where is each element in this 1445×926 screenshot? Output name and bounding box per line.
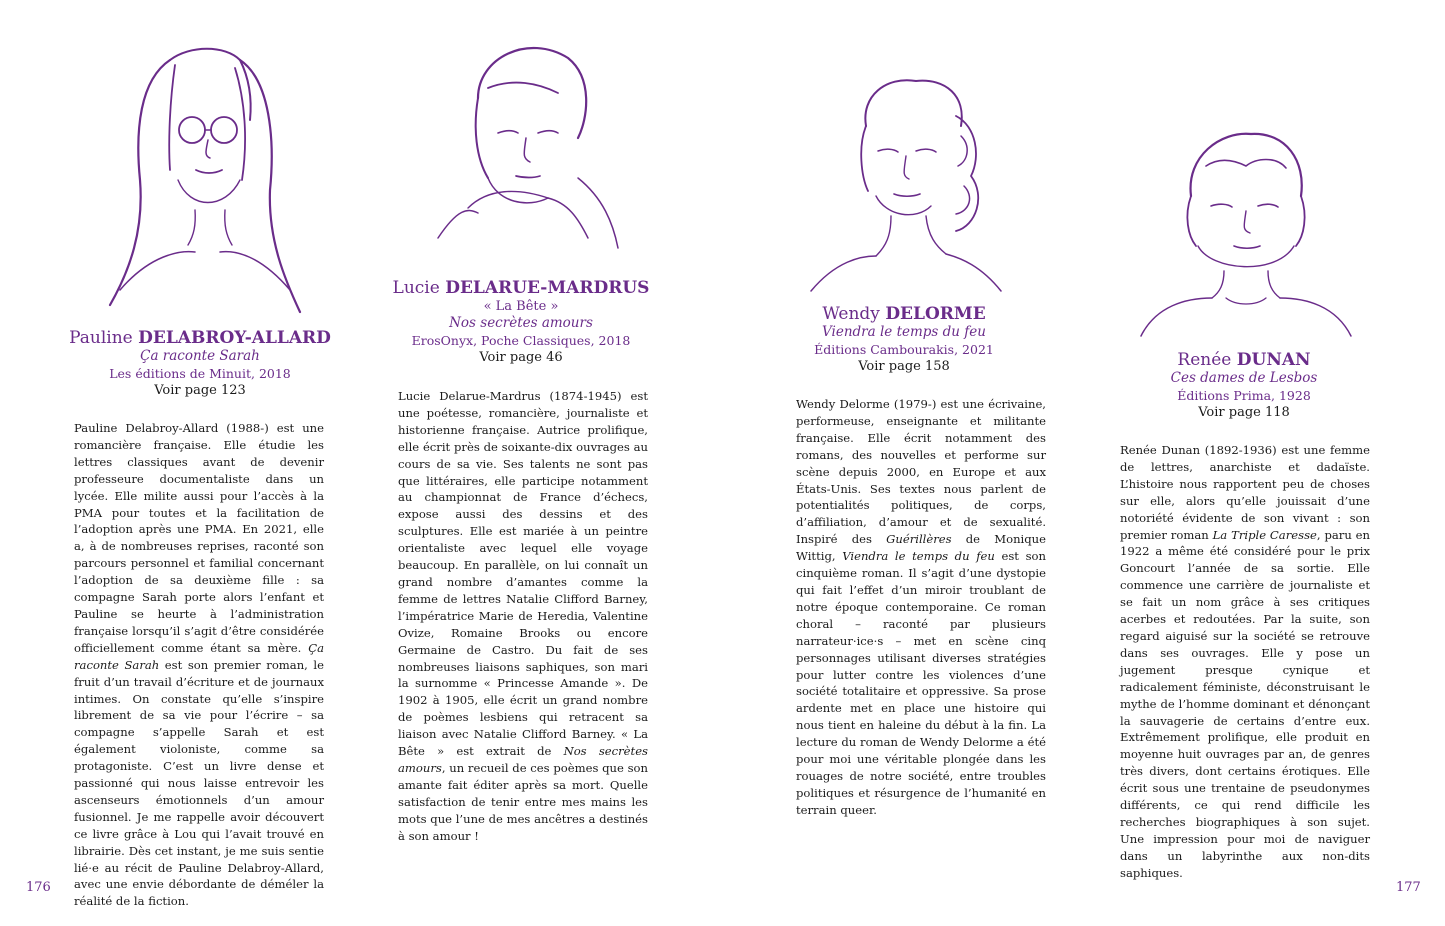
entry-header-pauline [40,328,360,399]
italic-title: Guérillères [886,532,952,547]
bio-renee: Renée Dunan (1892-1936) est une femme de lettres, anarchiste et dadaïste. L’histoire nous rapportent peu de choses sur elle, alors qu’elle jouissait d’une notoriété évidente de son vivant : son premier roman La Triple Caresse, paru en 1922 a même été considéré pour le prix Goncourt l’année de sa sortie. Elle commence une carrière de journaliste et se fait un nom grâce à ses critiques acerbes et redoutées. Par la suite, son regard aiguisé sur la société se retrouve dans ses ouvrages. Elle y pose un jugement presque cynique et radicalement féministe, déconstruisant le mythe de l’homme dominant et dénonçant la sauvagerie de certains d’entre eux. Extrêmement prolifique, elle produit en moyenne huit ouvrages par an, de genres très divers, dont certains érotiques. Elle écrit sous une trentaine de pseudonymes différents, ce qui rend difficile les recherches biographiques à son sujet. Une impression pour moi de naviguer dans un labyrinthe aux non-dits saphiques. [1120,443,1371,880]
page-number-right: 177 [1396,880,1421,895]
entry-header-renee [1084,350,1404,421]
entry-header-lucie [361,278,681,366]
page-reference: Voir page 123 [154,383,246,398]
book-title: Viendra le temps du feu [822,324,986,340]
italic-title: Ça raconte Sarah [74,640,325,672]
italic-title: Viendra le temps du feu [842,549,995,564]
portrait-pauline-delabroy-allard [100,40,310,320]
entry-header-wendy [744,304,1064,375]
page-reference: Voir page 158 [858,359,950,374]
portrait-wendy-delorme [806,66,1006,296]
publisher: Éditions Cambourakis, 2021 [814,342,994,357]
author-name: Lucie DELARUE-MARDRUS [392,278,650,298]
right-page [722,0,1445,926]
bio-pauline: Pauline Delabroy-Allard (1988-) est une romancière française. Elle étudie les lettres classiques avant de devenir professeure documentaliste dans un lycée. Elle milite aussi pour l’accès à la PMA pour toutes et la facilitation de l’adoption après une PMA. En 2021, elle a, à de nombreuses reprises, raconté son parcours personnel et familial concernant l’adoption de sa deuxième fille : sa compagne Sarah porte alors l’enfant et Pauline se heurte à l’administration française lorsqu’il s’agit d’être considérée officiellement comme étant sa mère. Ça raconte Sarah est son premier roman, le fruit d’un travail d’écriture et de journaux intimes. On constate qu’elle s’inspire librement de sa vie pour l’écrire – sa compagne s’appelle Sarah et est également violoniste, comme sa protagoniste. C’est un livre dense et passionné qui nous laisse entrevoir les ascenseurs émotionnels d’un amour fusionnel. Je me rappelle avoir découvert ce livre grâce à Lou qui l’avait trouvé en librairie. Dès cet instant, je me suis sentie lié·e au récit de Pauline Delabroy-Allard, avec une envie débordante de déméler la réalité de la fiction. [74,421,325,909]
author-name: Pauline DELABROY-ALLARD [69,328,331,348]
italic-title: Nos secrètes amours [398,744,648,775]
portrait-lucie-delarue-mardrus [418,38,628,278]
bio-lucie: Lucie Delarue-Mardrus (1874-1945) est une poétesse, romancière, journaliste et historienne française. Autrice prolifique, elle écrit près de soixante-dix ouvrages au cours de sa vie. Ses talents ne sont pas que littéraires, elle participe notamment au championnat de France d’échecs, expose aussi des dessins et des sculptures. Elle est mariée à un peintre orientaliste avec lequel elle voyage beaucoup. En parallèle, on lui connaît un grand nombre d’amantes comme la femme de lettres Natalie Clifford Barney, l’impératrice Marie de Heredia, Valentine Ovize, Romaine Brooks ou encore Germaine de Castro. Du fait de ses nombreuses liaisons saphiques, son mari la surnomme « Princesse Amande ». De 1902 à 1905, elle écrit un grand nombre de poèmes lesbiens qui retracent sa liaison avec Natalie Clifford Barney. « La Bête » est extrait de Nos secrètes amours, un recueil de ces poèmes que son amante fait éditer après sa mort. Quelle satisfaction de tenir entre mes mains les mots que l’une de mes ancêtres a destinés à son amour ! [398,389,648,843]
page-number-left: 176 [26,880,51,895]
author-name: Renée DUNAN [1177,350,1311,370]
book-title: Ça raconte Sarah [140,348,260,364]
page-reference: Voir page 118 [1198,405,1290,420]
book-title: Ces dames de Lesbos [1170,370,1318,386]
bio-wendy: Wendy Delorme (1979-) est une écrivaine, performeuse, enseignante et militante française. Elle écrit notamment des romans, des nouvelles et performe sur scène depuis 2000, en Europe et aux États-Unis. Ses textes nous parlent de potentialités politiques, de corps, d’affiliation, d’amour et de sexualité. Inspiré des Guérillères de Monique Wittig, Viendra le temps du feu est son cinquième roman. Il s’agit d’une dystopie qui fait l’effet d’un miroir troublant de notre époque contemporaine. Ce roman choral – raconté par plusieurs narrateur·ice·s – met en scène cinq personnages utilisant diverses stratégies pour lutter contre les violences d’une société totalitaire et oppressive. Sa prose ardente met en place une histoire qui nous tient en haleine du début à la fin. La lecture du roman de Wendy Delorme a été pour moi une véritable plongée dans les rouages de notre société, entre troubles politiques et résurgence de l’humanité en terrain queer. [796,397,1046,817]
publisher: Les éditions de Minuit, 2018 [109,366,291,381]
author-name: Wendy DELORME [822,304,986,324]
page-reference: Voir page 46 [479,350,563,365]
poem-title: « La Bête » [483,299,559,314]
italic-title: La Triple Caresse [1212,527,1317,542]
portrait-renee-dunan [1136,126,1356,341]
publisher: Éditions Prima, 1928 [1177,388,1311,403]
publisher: ErosOnyx, Poche Classiques, 2018 [411,333,631,348]
book-title: Nos secrètes amours [449,315,593,331]
left-page [0,0,722,926]
